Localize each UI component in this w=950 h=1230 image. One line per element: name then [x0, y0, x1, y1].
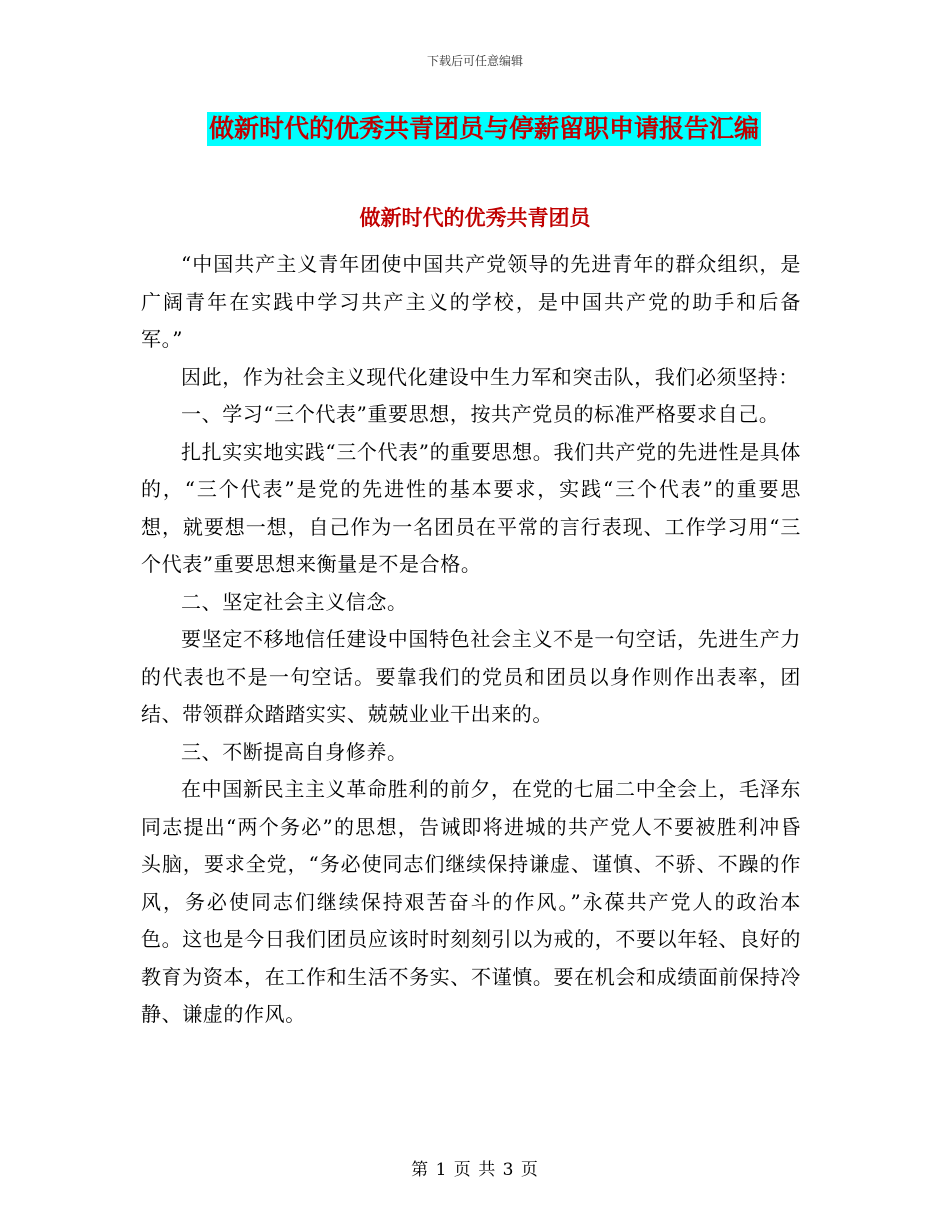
header-note: 下载后可任意编辑: [426, 54, 523, 68]
paragraph: 一、学习“三个代表”重要思想，按共产党员的标准严格要求自己。: [181, 402, 780, 426]
paragraph: 扎扎实实地实践“三个代表”的重要思想。我们共产党的先进性是具体的，“三个代表”是党的先进性的基本要求，实践“三个代表”的重要思想，就要想一想，自己作为一名团员在平常的言行表现、工作学习用“三个代表”重要思想来衡量是不是合格。: [141, 439, 801, 576]
paragraph: 三、不断提高自身修养。: [181, 739, 408, 764]
page-number: 第 1 页 共 3 页: [411, 1160, 539, 1180]
paragraph: “中国共产主义青年团使中国共产党领导的先进青年的群众组织，是广阔青年在实践中学习共产主义的学校，是中国共产党的助手和后备军。”: [141, 252, 801, 351]
paragraph: 因此，作为社会主义现代化建设中生力军和突击队，我们必须坚持：: [181, 364, 799, 389]
section-title: 做新时代的优秀共青团员: [359, 206, 591, 230]
main-title: 做新时代的优秀共青团员与停薪留职申请报告汇编: [207, 112, 761, 146]
document-body: [141, 246, 801, 1034]
paragraph: 在中国新民主主义革命胜利的前夕，在党的七届二中全会上，毛泽东同志提出“两个务必”的思想，告诫即将进城的共产党人不要被胜利冲昏头脑，要求全党，“务必使同志们继续保持谦虚、谨慎、不骄、不躁的作风，务必使同志们继续保持艰苦奋斗的作风。”永葆共产党人的政治本色。这也是今日我们团员应该时时刻刻引以为戒的，不要以年轻、良好的教育为资本，在工作和生活不务实、不谨慎。要在机会和成绩面前保持冷静、谦虚的作风。: [141, 777, 801, 1026]
paragraph: 二、坚定社会主义信念。: [181, 589, 408, 614]
paragraph: 要坚定不移地信任建设中国特色社会主义不是一句空话，先进生产力的代表也不是一句空话。要靠我们的党员和团员以身作则作出表率，团结、带领群众踏踏实实、兢兢业业干出来的。: [141, 627, 801, 726]
